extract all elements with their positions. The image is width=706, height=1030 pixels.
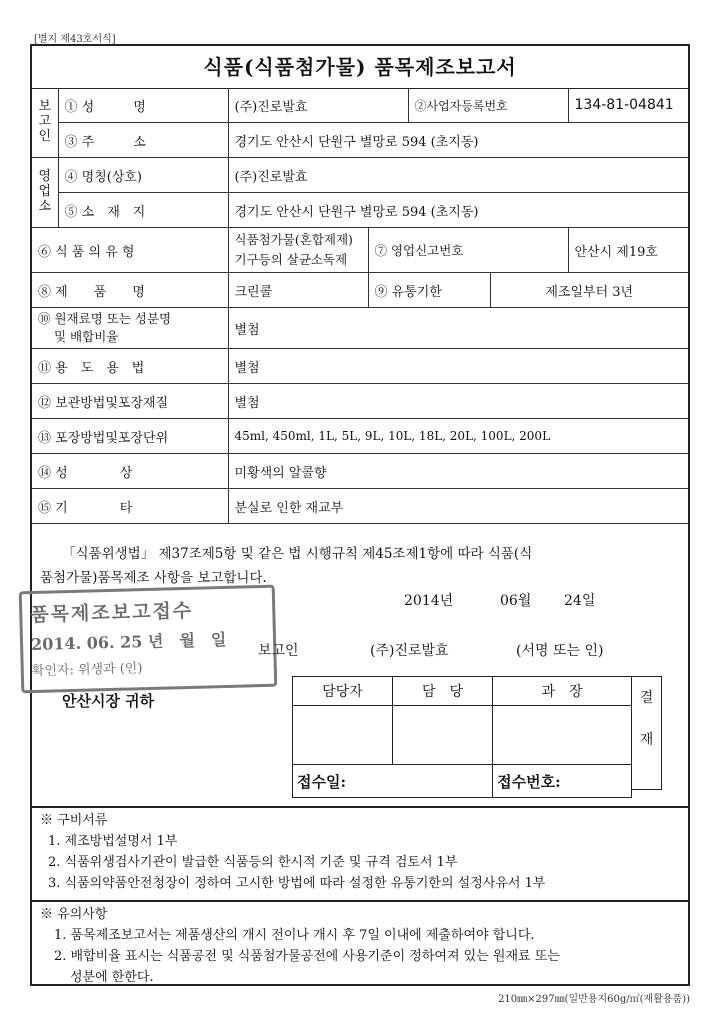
type-label: ⑥ 식 품 의 유 형 <box>32 228 228 273</box>
reporter-group-label: 보 고 인 <box>32 88 58 158</box>
bizname-label: ④ 명칭(상호) <box>58 158 228 193</box>
notes-title: ※ 유의사항 <box>40 907 108 922</box>
reporter-name: (주)진로발효 <box>370 643 449 659</box>
bizname-value: (주)진로발효 <box>228 158 688 193</box>
usage-value: 별첨 <box>228 349 688 384</box>
table-row <box>32 228 688 273</box>
location-label: ⑤ 소 재 지 <box>58 193 228 228</box>
table-row <box>32 349 688 384</box>
address-label: ③ 주 소 <box>58 123 228 158</box>
packaging-label: ⑬ 포장방법및포장단위 <box>32 419 228 454</box>
name-label: ① 성 명 <box>58 88 228 123</box>
product-value: 크린콜 <box>228 273 368 308</box>
usage-label: ⑪ 용 도 용 법 <box>32 349 228 384</box>
receipt-stamp <box>19 585 278 694</box>
table-row <box>32 88 688 123</box>
table-row <box>32 158 688 193</box>
required-doc-item: 3. 식품의약품안전청장이 정하여 고시한 방법에 따라 설정한 유통기한의 설정사유서 1부 <box>48 876 546 891</box>
note-item: 1. 품목제조보고서는 제품생산의 개시 전이나 개시 후 7일 이내에 제출하여야 합니다. <box>54 928 535 943</box>
approval-sign-manager <box>392 706 492 765</box>
business-group-label: 영 업 소 <box>32 158 58 228</box>
license-label: ⑦ 영업신고번호 <box>368 228 568 273</box>
required-doc-item: 1. 제조방법설명서 1부 <box>48 834 178 849</box>
type-value <box>228 228 368 273</box>
ingredients-value: 별첨 <box>228 308 688 349</box>
appearance-label: ⑭ 성 상 <box>32 454 228 489</box>
regno-label: ②사업자등록번호 <box>408 88 568 123</box>
shelf-life-value: 제조일부터 3년 <box>490 273 688 308</box>
other-value: 분실로 인한 재교부 <box>228 489 688 524</box>
date-day: 24일 <box>564 593 596 609</box>
table-row <box>32 308 688 349</box>
ingredients-label-line1: ⑩ 원재료명 또는 성분명 <box>38 311 172 326</box>
ingredients-label-line2: 및 배합비율 <box>54 329 119 344</box>
table-row <box>32 419 688 454</box>
table-row <box>32 193 688 228</box>
regno-value: 134-81-04841 <box>568 88 688 123</box>
stamp-line2: 2014. 06. 25 년 월 일 <box>30 629 227 655</box>
receipt-date-label: 접수일: <box>293 765 493 798</box>
other-label: ⑮ 기 타 <box>32 489 228 524</box>
approval-header-staff: 담당자 <box>293 677 393 706</box>
table-row <box>32 489 688 524</box>
section-divider <box>32 900 688 902</box>
report-table <box>32 88 688 524</box>
shelf-life-label: ⑨ 유통기한 <box>368 273 490 308</box>
addressee: 안산시장 귀하 <box>62 692 155 710</box>
form-number-label: [별지 제43호서식] <box>34 34 116 45</box>
type-value-line2: 기구등의 살균소독제 <box>234 252 348 267</box>
table-row <box>32 123 688 158</box>
location-value: 경기도 안산시 단원구 별망로 594 (초지동) <box>228 193 688 228</box>
statement-line2: 품첨가물)품목제조 사항을 보고합니다. <box>40 570 267 586</box>
approval-table <box>292 676 632 798</box>
table-row <box>32 454 688 489</box>
section-divider <box>32 806 688 808</box>
name-value: (주)진로발효 <box>228 88 408 123</box>
stamp-line3: 확인자: 위생과 (인) <box>31 661 143 680</box>
packaging-value: 45ml, 450ml, 1L, 5L, 9L, 10L, 18L, 20L, 100L, 200L <box>228 419 688 454</box>
signature-label: (서명 또는 인) <box>516 643 604 659</box>
approval-header-manager: 담 당 <box>392 677 492 706</box>
approval-side-char1: 결 <box>639 690 654 706</box>
storage-value: 별첨 <box>228 384 688 419</box>
table-row <box>32 273 688 308</box>
page-title: 식품(식품첨가물) 품목제조보고서 <box>32 46 688 89</box>
product-label: ⑧ 제 품 명 <box>32 273 228 308</box>
reporter-label: 보고인 <box>258 643 299 659</box>
type-value-line1: 식품첨가물(혼합제제) <box>234 232 353 247</box>
date-month: 06월 <box>500 593 532 609</box>
paper-spec-footer: 210㎜×297㎜(일반용지60g/㎡(재활용품)) <box>498 994 690 1005</box>
approval-side-char2: 재 <box>639 732 654 748</box>
approval-side-label <box>632 676 662 790</box>
ingredients-label <box>32 308 228 349</box>
note-item: 2. 배합비율 표시는 식품공전 및 식품첨가물공전에 사용기준이 정하여져 있는 원재료 또는 <box>54 949 560 964</box>
date-year: 2014년 <box>404 593 454 609</box>
required-doc-item: 2. 식품위생검사기관이 발급한 식품등의 한시적 기준 및 규격 검토서 1부 <box>48 855 458 870</box>
statement-line1: 「식품위생법」 제37조제5항 및 같은 법 시행규칙 제45조제1항에 따라 식품(식 <box>62 546 533 562</box>
address-value: 경기도 안산시 단원구 별망로 594 (초지동) <box>228 123 688 158</box>
required-docs-title: ※ 구비서류 <box>40 813 108 828</box>
receipt-number-label: 접수번호: <box>493 765 632 798</box>
approval-header-chief: 과 장 <box>493 677 632 706</box>
approval-sign-staff <box>293 706 393 765</box>
note-item: 성분에 한한다. <box>70 970 154 985</box>
stamp-line1: 품목제조보고접수 <box>30 599 194 627</box>
storage-label: ⑫ 보관방법및포장재질 <box>32 384 228 419</box>
license-value: 안산시 제19호 <box>568 228 688 273</box>
required-docs-section <box>40 810 545 894</box>
appearance-value: 미황색의 알콜향 <box>228 454 688 489</box>
table-row <box>32 384 688 419</box>
approval-sign-chief <box>493 706 632 765</box>
notes-section <box>40 904 560 988</box>
